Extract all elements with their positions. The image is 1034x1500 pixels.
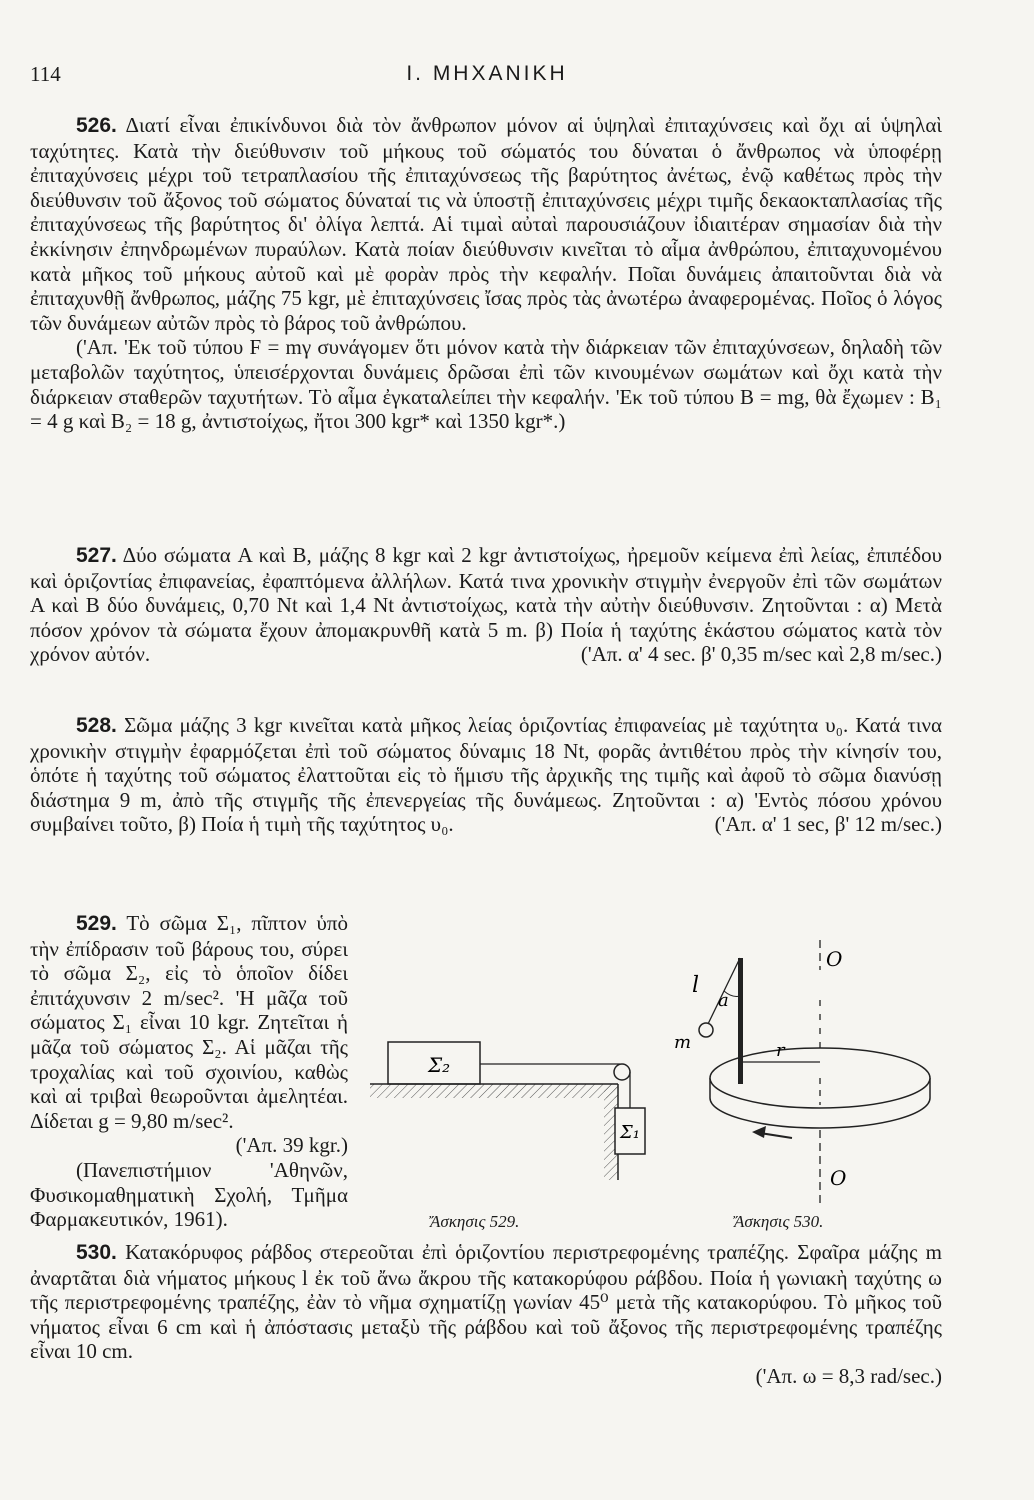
label-o-bottom: O	[830, 1166, 847, 1190]
problem-number: 528.	[76, 714, 117, 737]
page-header	[30, 62, 944, 92]
label-m: m	[674, 1032, 692, 1053]
sphere-m	[699, 1023, 713, 1037]
pulley	[614, 1064, 630, 1080]
figure-530	[674, 940, 942, 1210]
table-surface	[370, 1084, 618, 1098]
problem-number: 527.	[76, 544, 117, 567]
label-alpha: a	[718, 990, 729, 1011]
running-title: I. ΜΗΧΑΝΙΚΗ	[406, 62, 568, 85]
problem-526-text: 526. Διατί εἶναι ἐπικίνδυνοι διὰ τὸν ἄνθρωπον μόνον αἱ ὑψηλαὶ ἐπιταχύνσεις καὶ ὄχι αἱ ὑψηλαὶ ταχύτητες. Κατὰ τὴν διεύθυνσιν τοῦ μήκους τοῦ σώματός του δύναται ὁ ἄνθρωπος νὰ ὑποφέρῃ ἐπιταχύνσεις μέχρι τοῦ τετραπλασίου τῆς ἐπιταχύνσεως τῆς βαρύτητος ἀνέτως, ἐνῷ καθέτως πρὸς τὴν διεύθυνσιν τοῦ ἄξονος τοῦ σώματος δύναταί τις νὰ ὑποστῇ ἐπιταχύνσεις μέχρι τιμῆς δεκαοκταπλασίας τῆς ἐπιταχύνσεως τῆς βαρύτητος δι' ὀλίγα λεπτά. Αἱ τιμαὶ αὐταὶ παρουσιάζουν ἰδιαιτέραν σημασίαν διὰ τὴν ἐκκίνησιν ἐπηνδρωμένων πυραύλων. Κατὰ ποίαν διεύθυνσιν κινεῖται τὸ αἷμα ἀνθρώπου, ἐπιταχυνομένου κατὰ μῆκος τοῦ μήκους αὐτοῦ καὶ μὲ φορὰν πρὸς τὴν κεφαλήν. Ποῖαι δυνάμεις ἀπαιτοῦνται διὰ νὰ ἐπιταχυνθῇ ἄνθρωπος, μάζης 75 kgr, μὲ ἐπιταχύνσεις ἴσας πρὸς τὰς ἀνωτέρω ἀναφερομένας. Ποῖος ὁ λόγος τῶν δυνάμεων αὐτῶν πρὸς τὸ βάρος τοῦ ἀνθρώπου.	[30, 113, 942, 335]
problem-526	[30, 113, 942, 434]
problem-528	[30, 713, 942, 837]
label-o-top: O	[826, 947, 843, 971]
problem-number: 526.	[76, 114, 117, 137]
problem-530-answer: ('Απ. ω = 8,3 rad/sec.)	[755, 1363, 942, 1388]
label-r: r	[776, 1040, 785, 1061]
problem-529-text: 529. Τὸ σῶμα Σ₁, πῖπτον ὑπὸ τὴν ἐπίδρασιν τοῦ βάρους του, σύρει τὸ σῶμα Σ₂, εἰς τὸ ὁποῖον δίδει ἐπιτάχυνσιν 2 m/sec². 'Η μᾶζα τοῦ σώματος Σ₁ εἶναι 10 kgr. Ζητεῖται ἡ μᾶζα τοῦ σώματος Σ₂. Αἱ μᾶζαι τῆς τροχαλίας καὶ τοῦ σχοινίου, καθὼς καὶ αἱ τριβαὶ θεωροῦνται ἀμελητέαι. Δίδεται g = 9,80 m/sec². ('Απ. 39 kgr.)	[30, 911, 348, 1158]
problem-529-answer: ('Απ. 39 kgr.)	[235, 1133, 348, 1158]
page-number: 114	[30, 62, 61, 86]
label-s1: Σ₁	[620, 1122, 640, 1143]
problem-number: 529.	[76, 912, 117, 935]
problem-528-text: 528. Σῶμα μάζης 3 kgr κινεῖται κατὰ μῆκος λείας ὁριζοντίας ἐπιφανείας μὲ ταχύτητα υ₀. Κατά τινα χρονικὴν στιγμὴν ἐφαρμόζεται ἐπὶ τοῦ σώματος δύναμις 18 Nt, φορᾶς ἀντιθέτου πρὸς τὴν κίνησίν του, ὁπότε ἡ ταχύτης τοῦ σώματος ἐλαττοῦται εἰς τὸ ἥμισυ τῆς ἀρχικῆς της τιμῆς καὶ ἀφοῦ τὸ σῶμα διανύσῃ διάστημα 9 m, ἀπὸ τῆς στιγμῆς τῆς ἐπενεργείας τῆς δυνάμεως. Ζητοῦνται : α) 'Εντὸς πόσου χρόνου συμβαίνει τοῦτο, β) Ποία ἡ τιμὴ τῆς ταχύτητος υ₀. ('Απ. α' 1 sec, β' 12 m/sec.)	[30, 713, 942, 837]
problem-530	[30, 1240, 942, 1389]
problem-529	[30, 911, 348, 1232]
problem-527	[30, 543, 942, 667]
problem-527-answer: ('Απ. α' 4 sec. β' 0,35 m/sec καὶ 2,8 m/sec.)	[580, 642, 942, 667]
label-s2: Σ₂	[428, 1053, 451, 1077]
vertical-rod	[738, 958, 743, 1084]
label-l: l	[692, 973, 700, 998]
problem-530-text: 530. Κατακόρυφος ράβδος στερεοῦται ἐπὶ ὁριζοντίου περιστρεφομένης τραπέζης. Σφαῖρα μάζης m ἀναρτᾶται διὰ νήματος μήκους l ἐκ τοῦ ἄνω ἄκρου τῆς κατακορύφου ράβδου. Ποία ἡ γωνιακὴ ταχύτης ω τῆς περιστρεφομένης τραπέζης, ἐὰν τὸ νῆμα σχηματίζῃ γωνίαν 45⁰ μετὰ τῆς κατακορύφου. Τὸ μῆκος τοῦ νήματος εἶναι 6 cm καὶ ἡ ἀπόστασις μεταξὺ τῆς ράβδου καὶ τοῦ ἄξονος τῆς περιστρεφομένης τραπέζης εἶναι 10 cm.	[30, 1240, 943, 1364]
figure-529	[370, 1020, 670, 1180]
figure-530-caption: Ἄσκησις 530.	[734, 1212, 824, 1231]
figure-529-caption: Ἄσκησις 529.	[430, 1212, 520, 1231]
problem-527-text: 527. Δύο σώματα A καὶ B, μάζης 8 kgr καὶ 2 kgr ἀντιστοίχως, ἠρεμοῦν κείμενα ἐπὶ λείας, ἐπιπέδου καὶ ὁριζοντίας ἐπιφανείας, ἐφαπτόμενα ἀλλήλων. Κατά τινα χρονικὴν στιγμὴν ἐνεργοῦν ἐπὶ τῶν σωμάτων A καὶ B δύο δυνάμεις, 0,70 Nt καὶ 1,4 Nt ἀντιστοίχως, κατὰ τὴν αὐτὴν διεύθυνσιν. Ζητοῦνται : α) Μετὰ πόσον χρόνον τὰ σώματα ἔχουν ἀπομακρυνθῆ κατὰ 5 m. β) Ποία ἡ ταχύτης ἑκάστου σώματος κατὰ τὸν χρόνον αὐτόν. ('Απ. α' 4 sec. β' 0,35 m/sec καὶ 2,8 m/sec.)	[30, 543, 942, 667]
problem-529-source: (Πανεπιστήμιον 'Αθηνῶν, Φυσικομαθηματικὴ Σχολή, Τμῆμα Φαρμακευτικόν, 1961).	[30, 1157, 348, 1232]
rotation-arrow	[760, 1133, 792, 1138]
problem-526-answer: ('Απ. 'Εκ τοῦ τύπου F = mγ συνάγομεν ὅτι μόνον κατὰ τὴν διάρκειαν τῶν ἐπιταχύνσεων, δηλαδὴ τῶν μεταβολῶν ταχύτητος, ὑπεισέρχονται δυνάμεις δρῶσαι ἐπὶ τῶν κινουμένων σωμάτων καὶ ὄχι κατὰ τὴν διάρκειαν σταθερῶν ταχυτήτων. Τὸ αἷμα ἐγκαταλείπει τὴν κεφαλήν. 'Εκ τοῦ τύπου B = mg, θὰ ἔχωμεν : B₁ = 4 g καὶ B₂ = 18 g, ἀντιστοίχως, ἤτοι 300 kgr* καὶ 1350 kgr*.)	[30, 335, 942, 434]
problem-528-answer: ('Απ. α' 1 sec, β' 12 m/sec.)	[714, 812, 942, 837]
rotation-arrow-head	[752, 1126, 766, 1138]
problem-number: 530.	[76, 1241, 117, 1264]
